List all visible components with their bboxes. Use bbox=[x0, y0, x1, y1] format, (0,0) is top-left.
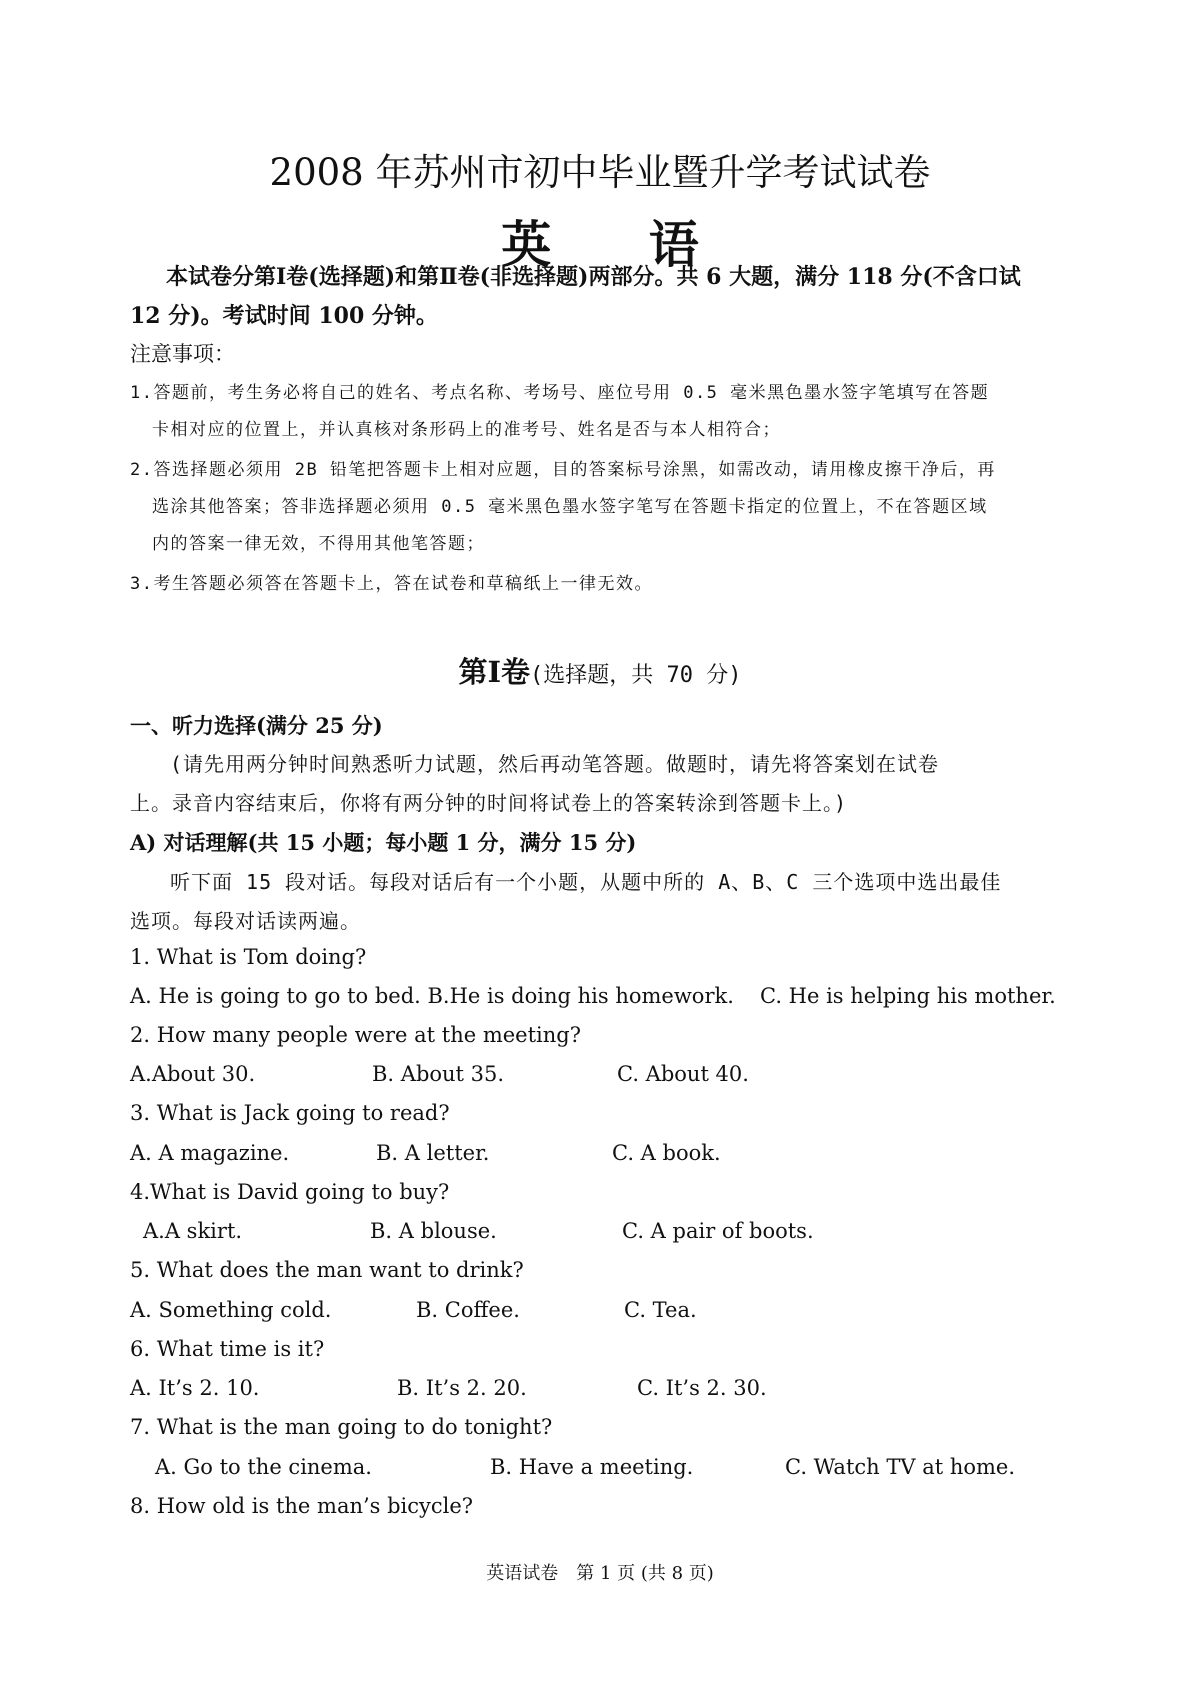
q5-option-b: B. Coffee. bbox=[416, 1298, 520, 1322]
q7-option-c: C. Watch TV at home. bbox=[785, 1455, 1016, 1479]
q6-option-b: B. It’s 2. 20. bbox=[397, 1376, 527, 1400]
question-5: 5. What does the man want to drink? bbox=[130, 1258, 524, 1282]
q3-option-c: C. A book. bbox=[612, 1141, 721, 1165]
q6-option-c: C. It’s 2. 30. bbox=[637, 1376, 767, 1400]
q4-option-a: A.A skirt. bbox=[143, 1219, 243, 1243]
q7-option-a: A. Go to the cinema. bbox=[155, 1455, 372, 1479]
q6-option-a: A. It’s 2. 10. bbox=[130, 1376, 260, 1400]
question-7: 7. What is the man going to do tonight? bbox=[130, 1415, 553, 1439]
notice-item: 卡相对应的位置上，并认真核对条形码上的准考号、姓名是否与本人相符合； bbox=[152, 420, 781, 440]
part-one-note: (选择题，共 70 分) bbox=[530, 663, 742, 688]
q2-option-b: B. About 35. bbox=[372, 1062, 505, 1086]
q1-option-c: C. He is helping his mother. bbox=[760, 984, 1056, 1008]
part-one-label: 第Ⅰ卷 bbox=[458, 655, 531, 689]
question-1: 1. What is Tom doing? bbox=[130, 945, 367, 969]
intro-line-2: 12 分)。考试时间 100 分钟。 bbox=[130, 303, 438, 329]
subsection-instruction: 听下面 15 段对话。每段对话后有一个小题，从题中所的 A、B、C 三个选项中选出最佳 bbox=[170, 870, 1002, 894]
q4-option-c: C. A pair of boots. bbox=[622, 1219, 814, 1243]
question-2: 2. How many people were at the meeting? bbox=[130, 1023, 581, 1047]
notice-item: 1.答题前，考生务必将自己的姓名、考点名称、考场号、座位号用 0.5 毫米黑色墨水签字笔填写在答题 bbox=[130, 383, 990, 403]
q1-option-ab: A. He is going to go to bed. B.He is doing his homework. bbox=[130, 984, 734, 1008]
section-instruction: 上。录音内容结束后，你将有两分钟的时间将试卷上的答案转涂到答题卡上。) bbox=[130, 791, 848, 815]
q3-option-a: A. A magazine. bbox=[130, 1141, 290, 1165]
subsection-instruction: 选项。每段对话读两遍。 bbox=[130, 909, 361, 933]
notice-item: 选涂其他答案；答非选择题必须用 0.5 毫米黑色墨水签字笔写在答题卡指定的位置上，不在答题区域 bbox=[152, 497, 988, 517]
q7-option-b: B. Have a meeting. bbox=[490, 1455, 694, 1479]
q2-option-c: C. About 40. bbox=[617, 1062, 749, 1086]
q5-option-c: C. Tea. bbox=[624, 1298, 697, 1322]
question-4: 4.What is David going to buy? bbox=[130, 1180, 450, 1204]
notice-item: 2.答选择题必须用 2B 铅笔把答题卡上相对应题，目的答案标号涂黑，如需改动，请用橡皮擦干净后，再 bbox=[130, 460, 996, 480]
subsection-heading: A) 对话理解(共 15 小题；每小题 1 分，满分 15 分) bbox=[130, 830, 637, 855]
section-instruction: (请先用两分钟时间熟悉听力试题，然后再动笔答题。做题时，请先将答案划在试卷 bbox=[170, 752, 940, 776]
page-footer: 英语试卷 第 1 页 (共 8 页) bbox=[486, 1563, 714, 1584]
q2-option-a: A.About 30. bbox=[130, 1062, 256, 1086]
subject-title: 英 语 bbox=[501, 215, 739, 274]
question-8: 8. How old is the man’s bicycle? bbox=[130, 1494, 474, 1518]
q5-option-a: A. Something cold. bbox=[130, 1298, 332, 1322]
exam-title: 2008 年苏州市初中毕业暨升学考试试卷 bbox=[269, 151, 931, 194]
section-heading: 一、听力选择(满分 25 分) bbox=[130, 713, 383, 738]
part-one-title bbox=[0, 650, 1200, 691]
notice-item: 内的答案一律无效，不得用其他笔答题； bbox=[152, 534, 485, 554]
notice-item: 3.考生答题必须答在答题卡上，答在试卷和草稿纸上一律无效。 bbox=[130, 574, 653, 594]
question-3: 3. What is Jack going to read? bbox=[130, 1101, 450, 1125]
notice-heading: 注意事项： bbox=[130, 342, 235, 366]
question-6: 6. What time is it? bbox=[130, 1337, 325, 1361]
q3-option-b: B. A letter. bbox=[376, 1141, 490, 1165]
intro-line-1: 本试卷分第Ⅰ卷(选择题)和第Ⅱ卷(非选择题)两部分。共 6 大题，满分 118 分(不含口试 bbox=[166, 264, 1021, 290]
q4-option-b: B. A blouse. bbox=[370, 1219, 497, 1243]
